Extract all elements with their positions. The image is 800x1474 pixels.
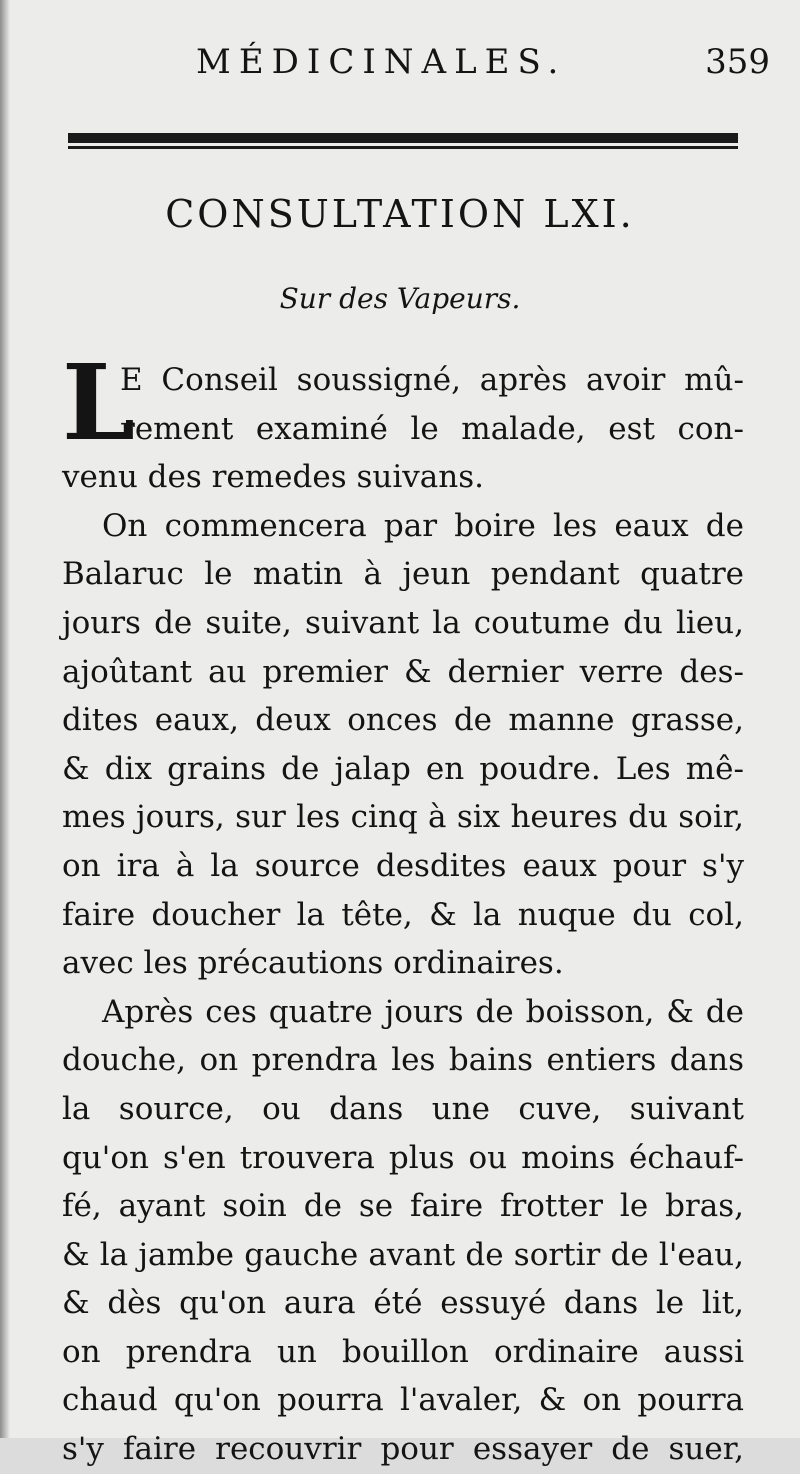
text-line: fé, ayant soin de se faire frotter le bras, — [62, 1188, 744, 1225]
text-line: Balaruc le matin à jeun pendant quatre — [62, 556, 744, 593]
text-line: faire doucher la tête, & la nuque du col, — [62, 896, 744, 933]
text-line: & dix grains de jalap en poudre. Les mê- — [62, 750, 744, 787]
text-line: on prendra un bouillon ordinaire aussi — [62, 1333, 744, 1370]
header-rule — [68, 133, 738, 151]
text-line: chaud qu'on pourra l'avaler, & on pourra — [62, 1382, 744, 1419]
text-line: s'y faire recouvrir pour essayer de suer, — [62, 1431, 744, 1468]
text-line: E Conseil soussigné, après avoir mû- — [120, 362, 744, 398]
consultation-title: CONSULTATION LXI. — [165, 192, 635, 236]
text-line: qu'on s'en trouvera plus ou moins échauf- — [62, 1139, 744, 1176]
consultation-subtitle: Sur des Vapeurs. — [279, 282, 521, 315]
text-line: dites eaux, deux onces de manne grasse, — [62, 702, 744, 739]
text-line: & la jambe gauche avant de sortir de l'eau, — [62, 1236, 744, 1273]
text-line: rement examiné le malade, est con- — [120, 410, 744, 447]
text-line: avec les précautions ordinaires. — [62, 945, 564, 982]
page-header — [0, 42, 800, 102]
text-line: On commencera par boire les eaux de — [102, 507, 744, 544]
text-line: venu des remedes suivans. — [62, 459, 484, 496]
text-line: on ira à la source desdites eaux pour s'y — [62, 847, 744, 884]
text-line: la source, ou dans une cuve, suivant — [62, 1090, 744, 1127]
text-line: mes jours, sur les cinq à six heures du soir, — [62, 799, 744, 836]
text-line: jours de suite, suivant la coutume du lieu, — [62, 604, 744, 641]
page-number: 359 — [705, 42, 770, 82]
text-line: ajoûtant au premier & dernier verre des- — [62, 653, 744, 690]
text-line: Après ces quatre jours de boisson, & de — [102, 993, 744, 1030]
header-rule-thick — [68, 133, 738, 143]
text-line: douche, on prendra les bains entiers dans — [62, 1042, 744, 1079]
text-line: & dès qu'on aura été essuyé dans le lit, — [62, 1285, 744, 1322]
drop-cap: L — [62, 341, 136, 464]
running-head: MÉDICINALES. — [196, 42, 567, 82]
body-text — [62, 341, 744, 1474]
header-rule-thin — [68, 146, 738, 149]
